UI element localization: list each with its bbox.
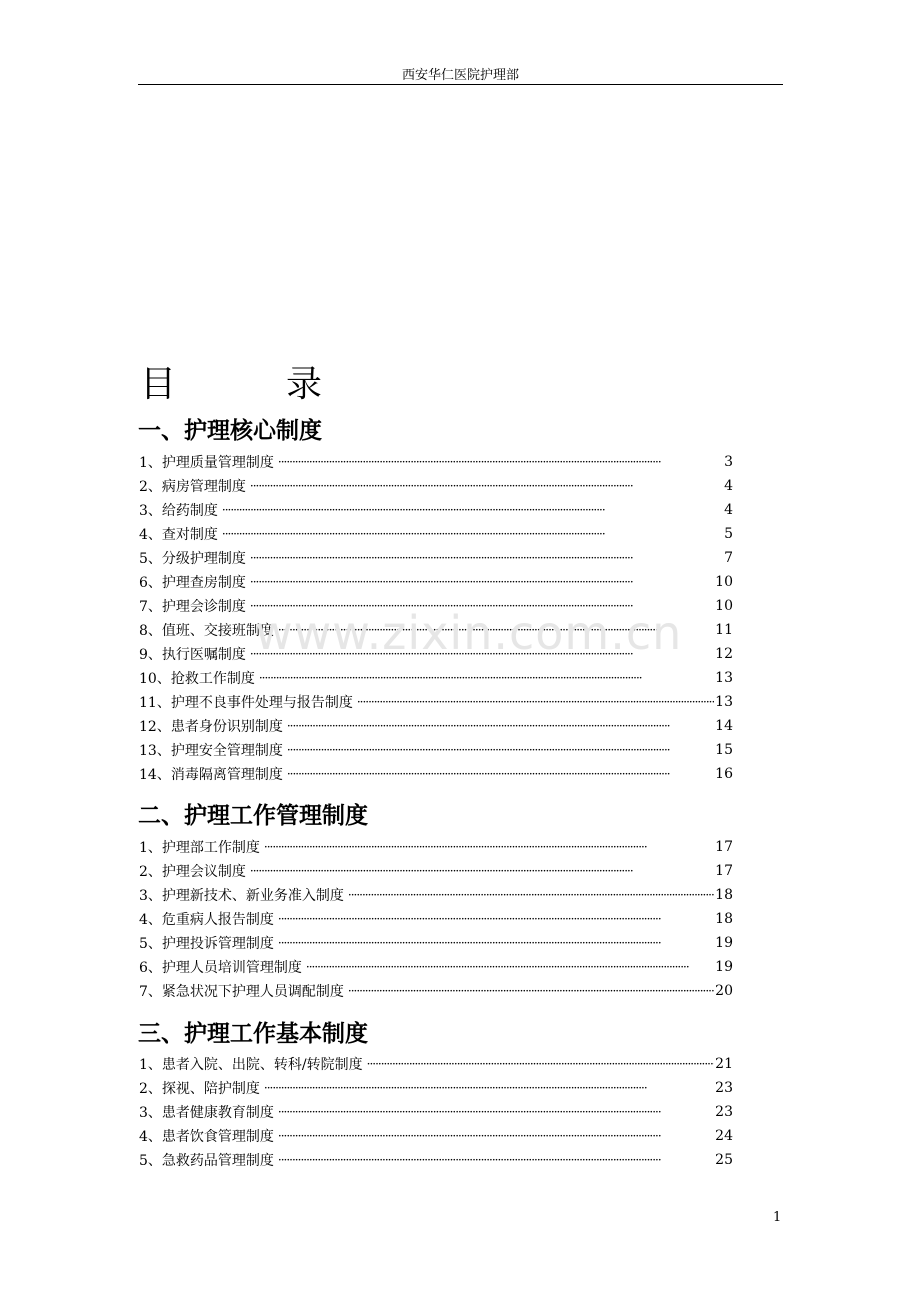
toc-dot-leader [259,671,714,685]
toc-dot-leader [278,912,714,926]
toc-entry[interactable] [139,524,733,544]
toc-dot-leader [278,1129,714,1143]
toc-entry-page: 4 [724,478,733,494]
toc-dot-leader [250,864,714,878]
toc-entry-page: 4 [724,502,733,518]
toc-entry[interactable] [139,861,733,881]
toc-entry-label: 9、执行医嘱制度 [139,647,246,663]
toc-entry[interactable] [139,644,733,664]
toc-entry[interactable] [139,764,733,784]
toc-entry-page: 13 [715,694,733,710]
toc-entry[interactable] [139,1102,733,1122]
toc-entry-label: 2、病房管理制度 [139,479,246,495]
toc-entry[interactable] [139,1078,733,1098]
toc-dot-leader [250,479,723,493]
toc-entry-label: 2、护理会议制度 [139,864,246,880]
toc-entry-label: 14、消毒隔离管理制度 [139,767,283,783]
toc-dot-leader [278,623,714,637]
section-heading: 一、护理核心制度 [138,418,322,444]
toc-dot-leader [287,767,714,781]
toc-entry-label: 7、护理会诊制度 [139,599,246,615]
toc-entry-label: 3、护理新技术、新业务准入制度 [139,888,344,904]
toc-entry[interactable] [139,981,733,1001]
toc-dot-leader [278,1105,714,1119]
toc-dot-leader [250,575,714,589]
toc-dot-leader [348,888,714,902]
toc-entry[interactable] [139,620,733,640]
toc-entry-label: 12、患者身份识别制度 [139,719,283,735]
toc-entry-label: 5、分级护理制度 [139,551,246,567]
toc-title-right: 录 [286,364,323,405]
toc-entry-label: 1、患者入院、出院、转科/转院制度 [139,1057,363,1073]
section-heading: 二、护理工作管理制度 [138,803,368,829]
toc-entry-page: 12 [715,646,733,662]
toc-entry-label: 10、抢救工作制度 [139,671,255,687]
toc-entry[interactable] [139,1126,733,1146]
toc-dot-leader [287,719,714,733]
toc-entry-label: 6、护理查房制度 [139,575,246,591]
toc-entry[interactable] [139,476,733,496]
toc-entry[interactable] [139,716,733,736]
header-divider [138,84,783,85]
toc-entry-label: 5、护理投诉管理制度 [139,936,274,952]
toc-entry-label: 4、危重病人报告制度 [139,912,274,928]
toc-entry[interactable] [139,500,733,520]
toc-entry-label: 8、值班、交接班制度 [139,623,274,639]
toc-entry-label: 6、护理人员培训管理制度 [139,960,302,976]
toc-entry-page: 17 [715,839,733,855]
toc-entry-page: 16 [715,766,733,782]
toc-entry[interactable] [139,596,733,616]
watermark: www.zixin.com.cn [255,606,683,660]
toc-entry-page: 25 [715,1152,733,1168]
toc-entry-page: 13 [715,670,733,686]
toc-entry-label: 2、探视、陪护制度 [139,1081,260,1097]
toc-dot-leader [264,840,714,854]
toc-entry-page: 3 [724,454,733,470]
toc-entry-label: 1、护理质量管理制度 [139,455,274,471]
toc-dot-leader [264,1081,714,1095]
toc-dot-leader [250,551,723,565]
toc-entry-page: 5 [724,526,733,542]
toc-entry[interactable] [139,740,733,760]
toc-entry-page: 19 [715,935,733,951]
toc-entry-label: 4、患者饮食管理制度 [139,1129,274,1145]
toc-entry-label: 3、给药制度 [139,503,218,519]
toc-entry-page: 15 [715,742,733,758]
toc-dot-leader [222,503,723,517]
toc-entry-label: 13、护理安全管理制度 [139,743,283,759]
toc-dot-leader [348,984,714,998]
toc-dot-leader [278,936,714,950]
toc-dot-leader [306,960,714,974]
toc-entry-page: 14 [715,718,733,734]
toc-dot-leader [222,527,723,541]
toc-entry[interactable] [139,1150,733,1170]
toc-entry[interactable] [139,909,733,929]
toc-entry[interactable] [139,885,733,905]
toc-title-left: 目 [140,364,177,405]
toc-entry-label: 7、紧急状况下护理人员调配制度 [139,984,344,1000]
page-header: 西安华仁医院护理部 [401,68,519,83]
section-heading: 三、护理工作基本制度 [138,1021,368,1047]
toc-entry[interactable] [139,548,733,568]
toc-entry-label: 5、急救药品管理制度 [139,1153,274,1169]
toc-entry-page: 21 [715,1056,733,1072]
toc-dot-leader [278,455,723,469]
toc-dot-leader [250,599,714,613]
toc-entry-page: 23 [715,1104,733,1120]
toc-entry[interactable] [139,668,733,688]
toc-dot-leader [357,695,714,709]
toc-entry-page: 18 [715,911,733,927]
toc-entry-page: 19 [715,959,733,975]
toc-entry-page: 10 [715,574,733,590]
toc-entry[interactable] [139,933,733,953]
toc-entry-label: 1、护理部工作制度 [139,840,260,856]
toc-title [140,356,323,407]
toc-entry[interactable] [139,692,733,712]
page-number: 1 [773,1210,782,1225]
toc-entry-page: 23 [715,1080,733,1096]
toc-dot-leader [250,647,714,661]
toc-entry-label: 3、患者健康教育制度 [139,1105,274,1121]
toc-entry-page: 10 [715,598,733,614]
toc-entry[interactable] [139,1054,733,1074]
toc-entry-page: 17 [715,863,733,879]
toc-entry-page: 11 [715,622,733,638]
toc-dot-leader [287,743,714,757]
toc-entry-page: 7 [724,550,733,566]
toc-entry-page: 20 [715,983,733,999]
toc-entry-page: 24 [715,1128,733,1144]
toc-entry[interactable] [139,957,733,977]
toc-dot-leader [367,1057,715,1071]
toc-entry[interactable] [139,452,733,472]
toc-entry-label: 11、护理不良事件处理与报告制度 [139,695,353,711]
toc-entry[interactable] [139,572,733,592]
toc-entry-label: 4、查对制度 [139,527,218,543]
toc-entry[interactable] [139,837,733,857]
toc-entry-page: 18 [715,887,733,903]
toc-dot-leader [278,1153,714,1167]
